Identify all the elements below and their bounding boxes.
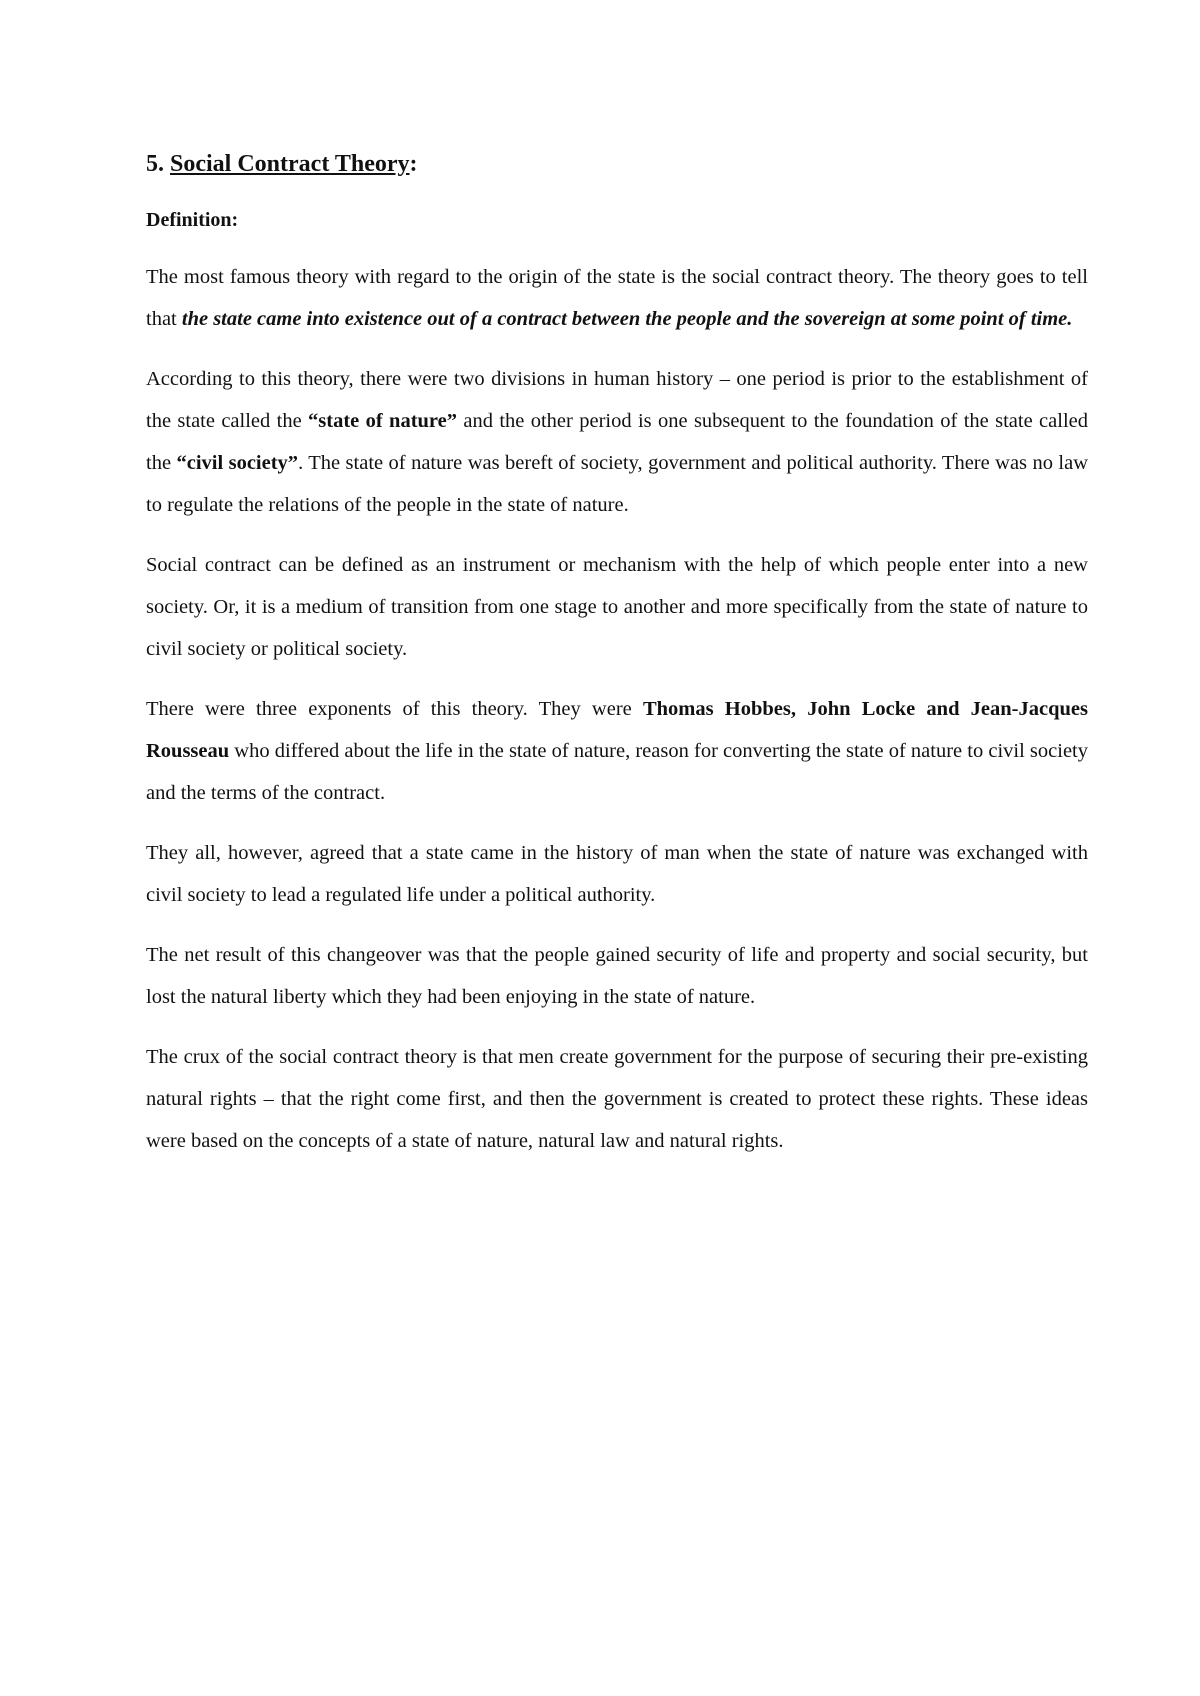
section-colon: : — [409, 151, 418, 177]
section-heading — [146, 140, 1088, 188]
paragraph-agreement: They all, however, agreed that a state came in the history of man when the state of nature was exchanged with civil society to lead a regulated life under a political authority. — [146, 842, 1088, 906]
paragraph-text: . The state of nature was bereft of society, government and political authority. There was no law to regulate the relations of the people in the state of nature. — [146, 452, 1088, 516]
term-state-of-nature: “state of nature” — [308, 410, 458, 432]
section-number: 5. — [146, 151, 170, 177]
paragraph-net-result: The net result of this changeover was that the people gained security of life and property and social security, but lost the natural liberty which they had been enjoying in the state of nature. — [146, 944, 1088, 1008]
section-title: Social Contract Theory — [170, 151, 410, 177]
paragraph-social-contract: Social contract can be defined as an instrument or mechanism with the help of which people enter into a new society. Or, it is a medium of transition from one stage to another and more specifically from the state of nature to civil society or political society. — [146, 554, 1088, 660]
paragraph-text: According to this theory, there were two divisions in human history – one period is prior to the establishment of the state called the — [146, 368, 1088, 432]
paragraph-exponents — [146, 688, 1088, 814]
paragraph-text: The most famous theory with regard to the origin of the state is the social contract theory. The theory goes to tell that — [146, 266, 1088, 330]
definition-heading: Definition: — [146, 209, 239, 231]
paragraph-definition — [146, 256, 1088, 340]
exponent-names: Thomas Hobbes, John Locke and Jean-Jacques Rousseau — [146, 698, 1088, 762]
paragraph-text: and the other period is one subsequent to the foundation of the state called the — [146, 410, 1088, 474]
paragraph-text: There were three exponents of this theory. They were — [146, 698, 643, 720]
paragraph-crux: The crux of the social contract theory is that men create government for the purpose of securing their pre-existing natural rights – that the right come first, and then the government is created to protect these rights. These ideas were based on the concepts of a state of nature, natural law and natural rights. — [146, 1046, 1088, 1152]
emphasis-text: the state came into existence out of a contract between the people and the sovereign at some point of time. — [181, 308, 1073, 330]
paragraph-divisions — [146, 358, 1088, 526]
document-page — [146, 140, 1088, 1180]
term-civil-society: “civil society” — [176, 452, 299, 474]
paragraph-text: who differed about the life in the state of nature, reason for converting the state of nature to civil society and the terms of the contract. — [146, 740, 1088, 804]
